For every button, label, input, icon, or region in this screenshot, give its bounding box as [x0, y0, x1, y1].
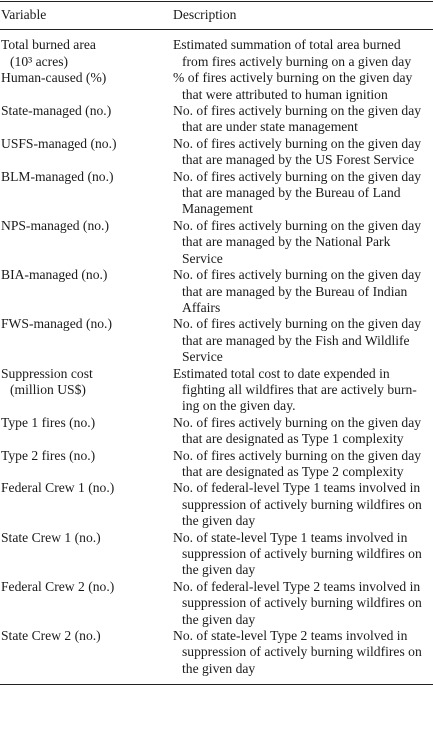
variable-cell: [0, 628, 173, 677]
variable-name: State Crew 1 (no.): [1, 529, 101, 545]
variable-cell: [0, 103, 173, 136]
variable-name: Total burned area: [1, 37, 96, 53]
table-row: [0, 103, 433, 136]
description-cell: [173, 136, 433, 169]
header-variable: Variable: [1, 7, 47, 22]
table-row: [0, 169, 433, 218]
description-line: Management: [182, 201, 253, 217]
variable-unit: (10³ acres): [10, 53, 69, 69]
table-row: [0, 136, 433, 169]
description-line: fighting all wildfires that are actively burn-: [182, 381, 417, 397]
description-line: that are managed by the US Forest Service: [182, 152, 415, 168]
variable-name: BLM-managed (no.): [1, 168, 114, 184]
description-line: No. of fires actively burning on the given day: [173, 447, 422, 463]
description-line: the given day: [182, 611, 256, 627]
variable-cell: [0, 530, 173, 579]
description-cell: [173, 37, 433, 70]
variable-cell: [0, 316, 173, 365]
description-line: suppression of actively burning wildfires on: [182, 496, 422, 512]
description-line: suppression of actively burning wildfires on: [182, 644, 422, 660]
table-row: [0, 366, 433, 415]
description-line: that are under state management: [182, 119, 358, 135]
description-line: No. of fires actively burning on the given day: [173, 168, 422, 184]
description-line: No. of federal-level Type 1 teams involved in: [173, 480, 421, 496]
variable-cell: [0, 169, 173, 218]
description-cell: [173, 448, 433, 481]
description-line: % of fires actively burning on the given day: [173, 70, 413, 86]
description-line: that are managed by the Bureau of Land: [182, 185, 401, 201]
description-line: that are designated as Type 1 complexity: [182, 431, 404, 447]
description-cell: [173, 169, 433, 218]
description-line: that are managed by the Bureau of Indian: [182, 283, 408, 299]
variable-name: Federal Crew 2 (no.): [1, 578, 115, 594]
description-line: Affairs: [182, 299, 221, 315]
description-line: from fires actively burning on a given day: [182, 53, 412, 69]
variable-name: Federal Crew 1 (no.): [1, 480, 115, 496]
description-line: No. of fires actively burning on the given day: [173, 267, 422, 283]
description-line: that are managed by the National Park: [182, 234, 391, 250]
description-cell: [173, 628, 433, 677]
table-body: [0, 30, 433, 684]
variable-name: Type 2 fires (no.): [1, 447, 96, 463]
variable-cell: [0, 448, 173, 481]
description-line: ing on the given day.: [182, 398, 296, 414]
table-row: [0, 448, 433, 481]
table-row: [0, 37, 433, 70]
variable-cell: [0, 70, 173, 103]
description-cell: [173, 316, 433, 365]
description-line: No. of state-level Type 2 teams involved in: [173, 628, 408, 644]
variable-name: Human-caused (%): [1, 70, 107, 86]
description-line: that are designated as Type 2 complexity: [182, 463, 404, 479]
variable-name: Type 1 fires (no.): [1, 414, 96, 430]
variable-name: USFS-managed (no.): [1, 135, 117, 151]
variable-cell: [0, 267, 173, 316]
description-line: suppression of actively burning wildfires on: [182, 595, 422, 611]
variable-unit: (million US$): [10, 381, 86, 397]
description-line: Estimated summation of total area burned: [173, 37, 401, 53]
variable-name: State-managed (no.): [1, 103, 112, 119]
description-line: Service: [182, 349, 223, 365]
table-row: [0, 415, 433, 448]
description-line: suppression of actively burning wildfires on: [182, 546, 422, 561]
variable-cell: [0, 579, 173, 628]
description-cell: [173, 579, 433, 628]
table-row: [0, 628, 433, 677]
description-cell: [173, 267, 433, 316]
description-line: Service: [182, 250, 223, 266]
variable-cell: [0, 415, 173, 448]
description-cell: [173, 366, 433, 415]
variable-name: Suppression cost: [1, 365, 93, 381]
description-cell: [173, 218, 433, 267]
description-line: the given day: [182, 660, 256, 676]
variable-name: FWS-managed (no.): [1, 316, 112, 332]
variable-cell: [0, 366, 173, 415]
description-line: No. of fires actively burning on the given day: [173, 414, 422, 430]
description-line: the given day: [182, 562, 256, 578]
variable-cell: [0, 136, 173, 169]
table-row: [0, 316, 433, 365]
description-cell: [173, 530, 433, 579]
description-line: that are managed by the Fish and Wildlife: [182, 332, 410, 348]
description-line: No. of fires actively burning on the given day: [173, 103, 422, 119]
table-row: [0, 70, 433, 103]
description-line: Estimated total cost to date expended in: [173, 365, 390, 381]
table-row: [0, 480, 433, 529]
table-header-row: [0, 2, 433, 29]
variable-name: State Crew 2 (no.): [1, 628, 101, 644]
description-line: No. of fires actively burning on the given day: [173, 217, 422, 233]
table-row: [0, 267, 433, 316]
variable-cell: [0, 480, 173, 529]
description-line: No. of state-level Type 1 teams involved in: [173, 529, 408, 545]
description-line: No. of fires actively burning on the given day: [173, 316, 422, 332]
description-cell: [173, 103, 433, 136]
description-cell: [173, 70, 433, 103]
description-cell: [173, 480, 433, 529]
header-description: Description: [173, 7, 237, 22]
description-line: the given day: [182, 513, 256, 529]
variable-name: BIA-managed (no.): [1, 267, 108, 283]
description-line: No. of federal-level Type 2 teams involved in: [173, 578, 421, 594]
description-line: that were attributed to human ignition: [182, 86, 388, 102]
description-cell: [173, 415, 433, 448]
variable-cell: [0, 218, 173, 267]
description-line: No. of fires actively burning on the given day: [173, 135, 422, 151]
table-bottom-rule: [0, 684, 433, 685]
table-row: [0, 579, 433, 628]
table-row: [0, 530, 433, 579]
variable-cell: [0, 37, 173, 70]
table-row: [0, 218, 433, 267]
variable-name: NPS-managed (no.): [1, 217, 109, 233]
